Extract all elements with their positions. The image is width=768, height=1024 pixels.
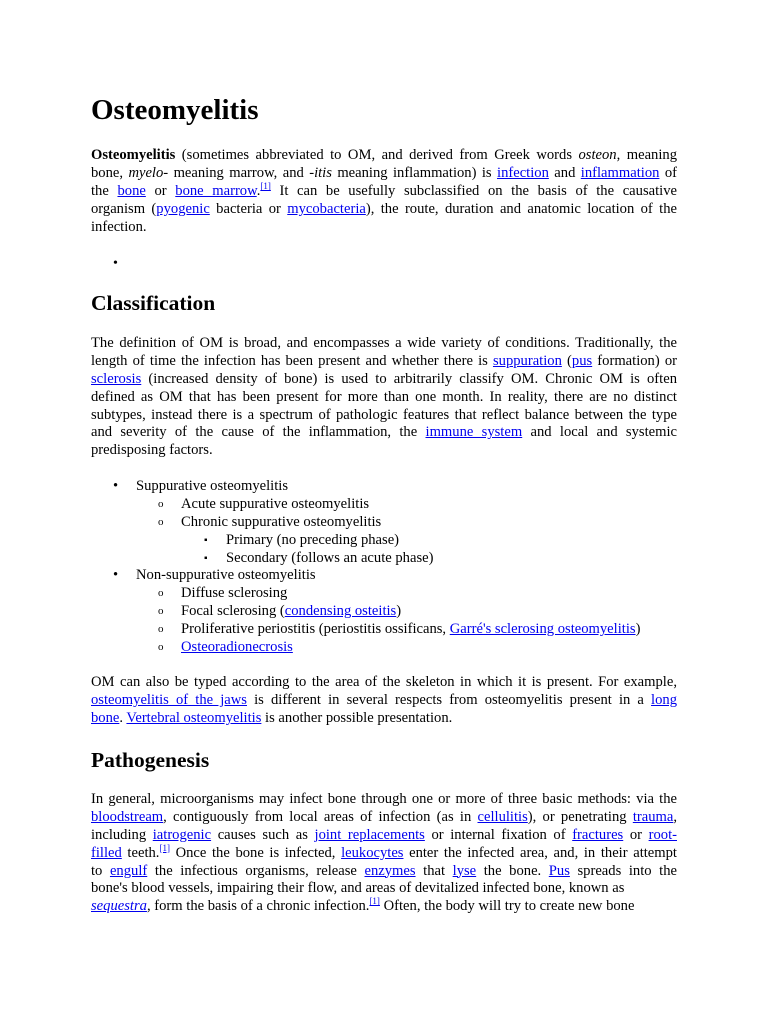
intro-term: Osteomyelitis	[91, 147, 176, 163]
text-line: The definition of OM is broad, and encompasses a wide variety of conditions. Traditionally, the	[91, 335, 677, 351]
bullet-circle: o	[158, 623, 164, 636]
text: (sometimes abbreviated to OM, and derived from Greek words	[175, 147, 579, 163]
link-root-filled[interactable]: root-	[648, 826, 677, 843]
text: the bone.	[476, 862, 549, 879]
text: the infectious organisms, release	[147, 862, 365, 879]
text-line	[91, 898, 677, 916]
intro-line-1	[91, 147, 677, 165]
text: Suppurative osteomyelitis	[136, 478, 289, 494]
text: or	[145, 182, 176, 199]
text-line	[91, 692, 677, 710]
bullet-marker: •	[113, 256, 118, 271]
text: Diffuse sclerosing	[181, 585, 288, 602]
link-sclerosis[interactable]: sclerosis	[91, 370, 142, 387]
text: Once the bone is infected,	[169, 844, 342, 861]
reference-link[interactable]: [1]	[159, 842, 170, 853]
text: ,	[673, 808, 677, 825]
text: bone,	[91, 164, 129, 181]
text: )	[396, 603, 402, 620]
text: or internal fixation of	[424, 826, 573, 843]
link-immune-system[interactable]: immune system	[425, 424, 523, 441]
intro-line-4	[91, 201, 677, 219]
text: Chronic suppurative osteomyelitis	[181, 513, 382, 530]
text: , form the basis of a chronic infection.	[146, 898, 370, 915]
intro-line-3	[91, 180, 677, 201]
link-osteomyelitis-of-the-jaws[interactable]: osteomyelitis of the jaws	[91, 691, 247, 708]
link-engulf[interactable]: engulf	[109, 862, 148, 879]
text: Often, the body will try to create new bone	[379, 898, 635, 915]
list-item	[91, 478, 640, 496]
link-infection[interactable]: infection	[497, 164, 549, 181]
link-suppuration[interactable]: suppuration	[492, 352, 562, 369]
text: spreads into the	[569, 862, 677, 879]
link-long-bone[interactable]: bone	[91, 709, 120, 726]
link-root-filled[interactable]: filled	[91, 844, 122, 861]
list-item	[91, 603, 640, 621]
link-joint-replacements[interactable]: joint replacements	[314, 826, 425, 843]
list-item	[91, 567, 640, 585]
link-garres-sclerosing-osteomyelitis[interactable]: Garré's sclerosing osteomyelitis	[449, 621, 636, 638]
bullet-circle: o	[158, 641, 164, 654]
reference-link[interactable]: [1]	[369, 896, 380, 907]
skeleton-area-paragraph	[91, 674, 677, 728]
text: Primary (no preceding phase)	[226, 531, 400, 548]
reference-link[interactable]: [1]	[260, 180, 271, 191]
text: to	[91, 862, 110, 879]
text: and severity of the cause of the inflammation, the	[91, 424, 426, 441]
link-osteoradionecrosis[interactable]: Osteoradionecrosis	[181, 639, 293, 656]
link-mycobacteria[interactable]: mycobacteria	[287, 200, 366, 217]
text-line	[91, 710, 677, 728]
link-iatrogenic[interactable]: iatrogenic	[152, 826, 212, 843]
link-cellulitis[interactable]: cellulitis	[477, 808, 528, 825]
text: bacteria or	[209, 200, 288, 217]
list-item	[91, 514, 640, 532]
text: or	[623, 826, 649, 843]
list-item	[91, 639, 640, 657]
text-line: bone's blood vessels, impairing their flow, and areas of devitalized infected bone, known as	[91, 880, 625, 897]
list-item	[91, 621, 640, 639]
link-sequestra[interactable]: sequestra	[91, 898, 147, 915]
link-bone-marrow[interactable]: bone marrow	[175, 182, 257, 199]
text: length of time the infection has been present and whether there is	[91, 352, 493, 369]
text: It can be usefully subclassified on the basis of the causative	[270, 182, 677, 199]
text: ), or penetrating	[527, 808, 633, 825]
list-item	[91, 585, 640, 603]
text: Focal sclerosing (	[181, 603, 285, 620]
text-line: defined as OM that has been present for more than one month. In reality, there are no distinct	[91, 388, 677, 405]
text-line: OM can also be typed according to the area of the skeleton in which it is present. For example,	[91, 674, 677, 690]
section-heading-pathogenesis: Pathogenesis	[91, 748, 210, 772]
link-condensing-osteitis[interactable]: condensing osteitis	[284, 603, 397, 620]
text: is different in several respects from osteomyelitis present in a	[246, 691, 652, 708]
link-enzymes[interactable]: enzymes	[364, 862, 416, 879]
text: is another possible presentation.	[261, 709, 453, 726]
pathogenesis-paragraph	[91, 791, 677, 916]
text-line	[91, 353, 677, 371]
page-title: Osteomyelitis	[91, 94, 259, 126]
list-item	[91, 550, 640, 568]
link-trauma[interactable]: trauma	[632, 808, 674, 825]
link-pus[interactable]: pus	[571, 352, 593, 369]
text: of	[659, 164, 677, 181]
bullet-circle: o	[158, 587, 164, 600]
link-bloodstream[interactable]: bloodstream	[91, 808, 164, 825]
text: , contiguously from local areas of infection (as in	[163, 808, 478, 825]
text: meaning inflammation) is	[331, 164, 498, 181]
text: enter the infected area, and, in their attempt	[403, 844, 677, 861]
link-long-bone[interactable]: long	[651, 691, 677, 708]
link-inflammation[interactable]: inflammation	[580, 164, 660, 181]
text: .	[256, 182, 261, 199]
text: the	[91, 182, 118, 199]
text-line	[91, 809, 677, 827]
text: )	[635, 621, 641, 638]
text-line: subtypes, instead there is a spectrum of pathologic features that reflect balance between the type	[91, 406, 677, 423]
bullet-disc: •	[113, 567, 119, 584]
link-vertebral-osteomyelitis[interactable]: Vertebral osteomyelitis	[126, 709, 262, 726]
text-line	[91, 842, 677, 863]
bullet-disc: •	[113, 478, 119, 494]
text-italic: myelo-	[128, 164, 169, 181]
classification-paragraph	[91, 335, 677, 460]
text-line	[91, 424, 677, 442]
text: including	[91, 826, 153, 843]
link-pus[interactable]: Pus	[548, 862, 570, 879]
text: Secondary (follows an acute phase)	[226, 549, 434, 566]
list-item	[91, 532, 640, 550]
text-line	[91, 863, 677, 881]
text: , meaning	[616, 147, 677, 163]
text: Proliferative periostitis (periostitis ossificans,	[181, 621, 450, 638]
link-leukocytes[interactable]: leukocytes	[341, 844, 404, 861]
link-bone[interactable]: bone	[117, 182, 146, 199]
text-line: predisposing factors.	[91, 442, 213, 459]
list-item	[91, 496, 640, 514]
intro-line-2	[91, 165, 677, 183]
text: and	[548, 164, 581, 181]
bullet-circle: o	[158, 515, 164, 528]
bullet-square: ▪	[204, 552, 208, 564]
text: and local and systemic	[522, 424, 678, 441]
text-line	[91, 827, 677, 845]
text: formation) or	[592, 352, 677, 369]
intro-line-5: infection.	[91, 218, 147, 235]
link-pyogenic[interactable]: pyogenic	[156, 200, 210, 217]
text: Non-suppurative osteomyelitis	[136, 567, 316, 584]
text: .	[119, 709, 127, 726]
text-italic: -itis	[309, 164, 332, 181]
link-lyse[interactable]: lyse	[452, 862, 477, 879]
text: Acute suppurative osteomyelitis	[181, 495, 370, 512]
text-line	[91, 371, 677, 389]
link-fractures[interactable]: fractures	[572, 826, 624, 843]
intro-paragraph	[91, 147, 677, 236]
bullet-square: ▪	[204, 534, 208, 546]
bullet-circle: o	[158, 497, 164, 510]
text: meaning marrow, and	[168, 164, 310, 181]
text: (increased density of bone) is used to arbitrarily classify OM. Chronic OM is often	[141, 370, 677, 387]
bullet-circle: o	[158, 605, 164, 618]
text: (	[561, 352, 572, 369]
classification-list	[91, 478, 640, 657]
text: ), the route, duration and anatomic location of the	[365, 200, 677, 217]
section-heading-classification: Classification	[91, 291, 216, 315]
text: causes such as	[211, 826, 315, 843]
text: organism (	[91, 200, 157, 217]
text-italic: osteon	[578, 147, 617, 163]
text: that	[415, 862, 453, 879]
text: teeth.	[121, 844, 160, 861]
text-line: In general, microorganisms may infect bone through one or more of three basic methods: via the	[91, 791, 677, 807]
